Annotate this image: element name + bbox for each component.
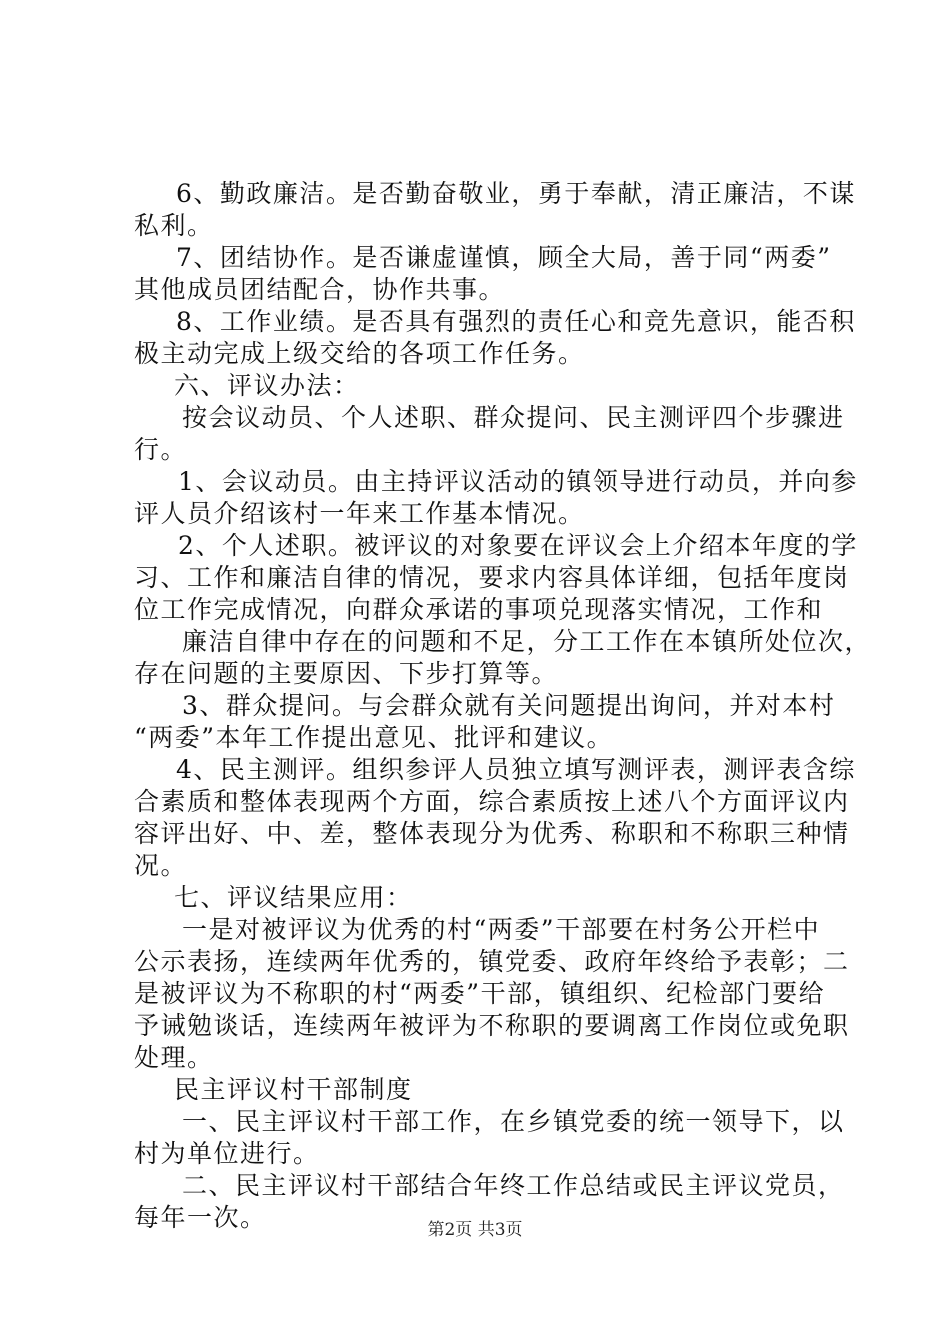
text-line: 6、勤政廉洁。是否勤奋敬业，勇于奉献，清正廉洁，不谋 <box>176 179 856 208</box>
text-line: 1、会议动员。由主持评议活动的镇领导进行动员，并向参 <box>178 467 858 496</box>
text-line: 习、工作和廉洁自律的情况，要求内容具体详细，包括年度岗 <box>134 563 850 592</box>
text-line: 容评出好、中、差，整体表现分为优秀、称职和不称职三种情 <box>134 819 850 848</box>
text-line: 二、民主评议村干部结合年终工作总结或民主评议党员， <box>182 1171 845 1200</box>
section-heading: 七、评议结果应用： <box>174 883 413 912</box>
text-line: 村为单位进行。 <box>134 1139 320 1168</box>
text-line: “两委”本年工作提出意见、批评和建议。 <box>134 723 614 752</box>
text-line: 行。 <box>134 435 188 464</box>
section-title: 民主评议村干部制度 <box>174 1075 413 1104</box>
text-line: 4、民主测评。组织参评人员独立填写测评表，测评表含综 <box>176 755 856 784</box>
text-line: 予诫勉谈话，连续两年被评为不称职的要调离工作岗位或免职 <box>134 1011 850 1040</box>
text-line: 公示表扬，连续两年优秀的，镇党委、政府年终给予表彰；二 <box>134 947 850 976</box>
text-line: 评人员介绍该村一年来工作基本情况。 <box>134 499 585 528</box>
text-line: 3、群众提问。与会群众就有关问题提出询问，并对本村 <box>182 691 836 720</box>
text-line: 其他成员团结配合，协作共事。 <box>134 275 506 304</box>
text-line: 按会议动员、个人述职、群众提问、民主测评四个步骤进 <box>182 403 845 432</box>
section-heading: 六、评议办法： <box>174 371 360 400</box>
text-line: 每年一次。 <box>134 1203 267 1232</box>
text-line: 8、工作业绩。是否具有强烈的责任心和竞先意识，能否积 <box>176 307 856 336</box>
text-line: 一、民主评议村干部工作，在乡镇党委的统一领导下，以 <box>182 1107 845 1136</box>
text-line: 7、团结协作。是否谦虚谨慎，顾全大局，善于同“两委” <box>176 243 832 272</box>
text-line: 一是对被评议为优秀的村“两委”干部要在村务公开栏中 <box>182 915 821 944</box>
document-body <box>134 178 872 1234</box>
text-line: 2、个人述职。被评议的对象要在评议会上介绍本年度的学 <box>178 531 858 560</box>
text-line: 廉洁自律中存在的问题和不足，分工工作在本镇所处位次， <box>182 627 872 656</box>
page-number-footer: 第2页 共3页 <box>427 1220 523 1240</box>
text-line: 位工作完成情况，向群众承诺的事项兑现落实情况，工作和 <box>134 595 824 624</box>
text-line: 况。 <box>134 851 188 880</box>
text-line: 极主动完成上级交给的各项工作任务。 <box>134 339 585 368</box>
text-line: 存在问题的主要原因、下步打算等。 <box>134 659 559 688</box>
text-line: 合素质和整体表现两个方面，综合素质按上述八个方面评议内 <box>134 787 850 816</box>
text-line: 处理。 <box>134 1043 214 1072</box>
text-line: 私利。 <box>134 211 214 240</box>
text-line: 是被评议为不称职的村“两委”干部，镇组织、纪检部门要给 <box>134 979 826 1008</box>
